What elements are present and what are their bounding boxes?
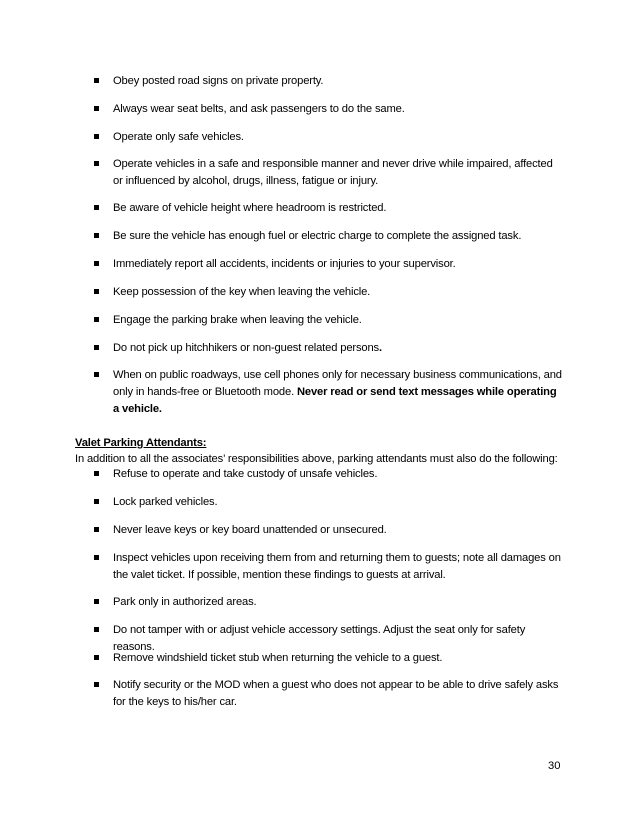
square-bullet-icon [94,471,99,476]
square-bullet-icon [94,682,99,687]
page-number: 30 [548,760,561,772]
list-item [94,494,564,511]
list-item-text: Be sure the vehicle has enough fuel or electric charge to complete the assigned task. [113,230,522,242]
list-item [94,101,564,118]
list-item [94,200,564,217]
square-bullet-icon [94,555,99,560]
square-bullet-icon [94,261,99,266]
list-item-text: Remove windshield ticket stub when returning the vehicle to a guest. [113,652,443,664]
list-item [94,312,564,329]
list-item [94,228,564,245]
square-bullet-icon [94,289,99,294]
list-item-text [113,367,564,418]
list-item [94,156,564,190]
list-item-text: Notify security or the MOD when a guest who does not appear to be able to drive safely asks for the keys to his/her car. [113,679,559,708]
list-item [94,522,564,539]
list-item-text-bold: Never read or send text messages while operating a vehicle. [113,386,557,415]
list-item [94,340,564,357]
list-item-text-main: Do not pick up hitchhikers or non-guest related persons [113,342,379,354]
list-item-text: Operate only safe vehicles. [113,131,244,143]
list-item-text: Be aware of vehicle height where headroom is restricted. [113,202,387,214]
square-bullet-icon [94,527,99,532]
section-heading: Valet Parking Attendants: [75,437,207,449]
list-item-text: Do not tamper with or adjust vehicle accessory settings. Adjust the seat only for safety reasons. [113,624,526,653]
section-intro: In addition to all the associates’ responsibilities above, parking attendants must also do the following: [75,453,558,465]
list-item-text: Obey posted road signs on private property. [113,75,324,87]
square-bullet-icon [94,499,99,504]
list-item [94,129,564,146]
list-item [94,550,564,584]
list-item-text-main: When on public roadways, use cell phones only for necessary business communications, and only in hands-free or Bluetooth mode. [113,369,562,398]
list-item [94,256,564,273]
list-item-text-bold: . [379,342,382,354]
square-bullet-icon [94,655,99,660]
list-item-text: Refuse to operate and take custody of unsafe vehicles. [113,468,378,480]
list-item-text: Immediately report all accidents, incidents or injuries to your supervisor. [113,258,456,270]
list-item [94,73,564,90]
list-item [94,677,564,711]
list-item [94,284,564,301]
list-item-text: Keep possession of the key when leaving the vehicle. [113,286,371,298]
list-item-text: Engage the parking brake when leaving the vehicle. [113,314,362,326]
square-bullet-icon [94,372,99,377]
list-item-text [113,340,564,357]
list-item [94,650,564,667]
square-bullet-icon [94,317,99,322]
square-bullet-icon [94,78,99,83]
square-bullet-icon [94,106,99,111]
list-item [94,367,564,418]
list-item-text: Operate vehicles in a safe and responsible manner and never drive while impaired, affected or influenced by alcohol, drugs, illness, fatigue or injury. [113,158,553,187]
square-bullet-icon [94,134,99,139]
square-bullet-icon [94,205,99,210]
list-item-text: Never leave keys or key board unattended or unsecured. [113,524,387,536]
square-bullet-icon [94,345,99,350]
list-item-text: Lock parked vehicles. [113,496,218,508]
square-bullet-icon [94,627,99,632]
list-item [94,466,564,483]
square-bullet-icon [94,233,99,238]
square-bullet-icon [94,599,99,604]
list-item [94,594,564,611]
list-item-text: Park only in authorized areas. [113,596,257,608]
square-bullet-icon [94,161,99,166]
list-item-text: Inspect vehicles upon receiving them from and returning them to guests; note all damages on the valet ticket. If possible, mention these findings to guests at arrival. [113,552,561,581]
list-item-text: Always wear seat belts, and ask passengers to do the same. [113,103,405,115]
